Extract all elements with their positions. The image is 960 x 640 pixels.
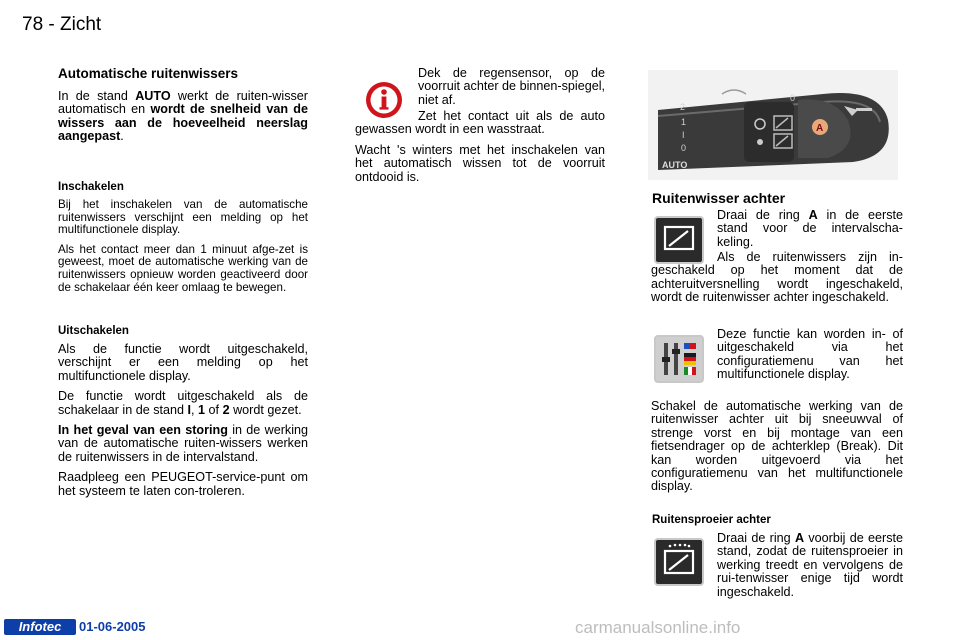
rear-wiper-p2-wrap	[651, 251, 903, 312]
rear-wiper-p4-wrap	[651, 400, 903, 501]
section-title-automatic-wipers: Automatische ruitenwissers	[58, 66, 239, 81]
info-p1: Dek de regensensor, op de voorruit achter de binnen-spiegel, niet af.	[418, 66, 605, 107]
section-uitschakelen	[58, 325, 308, 505]
info-note-1	[418, 67, 605, 111]
text-run: in de werking van de automatische ruiten-wissers werken de ruitenwissers in de intervalstand.	[58, 423, 309, 464]
info-note-2	[355, 110, 605, 191]
text-run: A	[808, 208, 818, 222]
text-run: .	[120, 129, 124, 144]
svg-text:AUTO: AUTO	[662, 160, 688, 170]
rear-wiper-p3-wrap	[717, 328, 903, 389]
text-run: in de eerste stand voor de intervalscha-keling.	[717, 208, 903, 249]
text-run: werkt de ruiten-wisser automatisch en	[58, 89, 308, 117]
uitschakelen-p3	[58, 424, 308, 464]
svg-text:0: 0	[681, 143, 687, 153]
section-title-rear-wiper: Ruitenwisser achter	[652, 190, 786, 206]
rear-wiper-p2: Als de ruitenwissers zijn in-geschakeld op het moment dat de achteruitversnelling wordt ingeschakeld, wordt de ruitenwisser achter ingeschakeld.	[651, 250, 903, 305]
rear-washer-p1-wrap	[717, 532, 903, 606]
rear-wiper-p4: Schakel de automatische werking van de ruitenwisser achter uit bij sneeuwval of strenge vorst en bij montage van een fietsendrager op de achterklep (Break). Dit kan worden uitgevoerd via het configuratiemenu van het multifunctionele display.	[651, 399, 903, 494]
info-p3: Wacht 's winters met het inschakelen van het automatisch wissen tot de voorruit ontdooid is.	[355, 142, 605, 184]
text-run: Draai de ring	[717, 208, 809, 222]
ring-a-label-icon	[812, 119, 828, 135]
infotec-badge: Infotec	[4, 619, 76, 635]
inschakelen-p2: Als het contact meer dan 1 minuut afge-zet is geweest, moet de automatische werking van de ruitenwissers opnieuw worden geactiveerd door de schakelaar één keer omlaag te bewegen.	[58, 242, 308, 294]
rear-wiper-p3: Deze functie kan worden in- of uitgeschakeld via het configuratiemenu van het multifunctionele display.	[717, 327, 903, 382]
svg-text:A: A	[816, 123, 824, 134]
text-run: Draai de ring	[717, 531, 795, 545]
text-run: I	[187, 402, 192, 417]
section-inschakelen	[58, 181, 308, 301]
text-run: 1	[198, 402, 206, 417]
uitschakelen-p2	[58, 390, 308, 417]
text-run: wordt de snelheid van de wissers aan de hoeveelheid neerslag aangepast	[58, 102, 308, 144]
text-run: voorbij de eerste stand, zodat de ruitensproeier in werking treedt en vervolgens de rui-tenwisser enige tijd wordt ingeschakeld.	[717, 531, 903, 599]
subheading-uitschakelen: Uitschakelen	[58, 325, 129, 337]
text-run: A	[794, 531, 805, 545]
watermark: carmanualsonline.info	[575, 618, 741, 637]
intro-paragraph	[58, 90, 308, 144]
footer-date: 01-06-2005	[79, 619, 146, 634]
text-run: In de stand	[58, 89, 136, 103]
text-run: ,	[191, 402, 199, 417]
rear-washer-p1	[717, 532, 903, 599]
svg-text:2: 2	[680, 102, 686, 112]
text-run: In het geval van een storing	[58, 423, 228, 438]
svg-text:I: I	[682, 130, 685, 140]
column-automatic-wipers	[58, 66, 308, 151]
subheading-rear-washer: Ruitensproeier achter	[652, 514, 771, 526]
wiper-stalk-illustration	[648, 70, 898, 180]
text-run: of	[205, 402, 223, 417]
inschakelen-p1: Bij het inschakelen van de automatische ruitenwissers verschijnt een melding op het multifunctionele display.	[58, 198, 308, 237]
uitschakelen-p1: Als de functie wordt uitgeschakeld, verschijnt er een melding op het multifunctionele display.	[58, 342, 308, 383]
text-run: 2	[222, 402, 230, 417]
svg-text:0: 0	[790, 93, 796, 103]
config-menu-icon	[654, 335, 704, 383]
rear-washer-icon	[654, 538, 704, 586]
text-run: AUTO	[135, 89, 171, 103]
text-run: wordt gezet.	[229, 402, 302, 417]
uitschakelen-p4: Raadpleeg een PEUGEOT-service-punt om het systeem te laten con-troleren.	[58, 470, 308, 498]
rear-wiper-p1	[717, 209, 903, 249]
subheading-inschakelen: Inschakelen	[58, 181, 124, 193]
info-p2: Zet het contact uit als de auto gewassen wordt in een wasstraat.	[355, 109, 605, 137]
text-run: De functie wordt uitgeschakeld als de schakelaar in de stand	[58, 389, 308, 417]
svg-text:1: 1	[681, 117, 687, 127]
page-title: 78 - Zicht	[22, 14, 102, 35]
